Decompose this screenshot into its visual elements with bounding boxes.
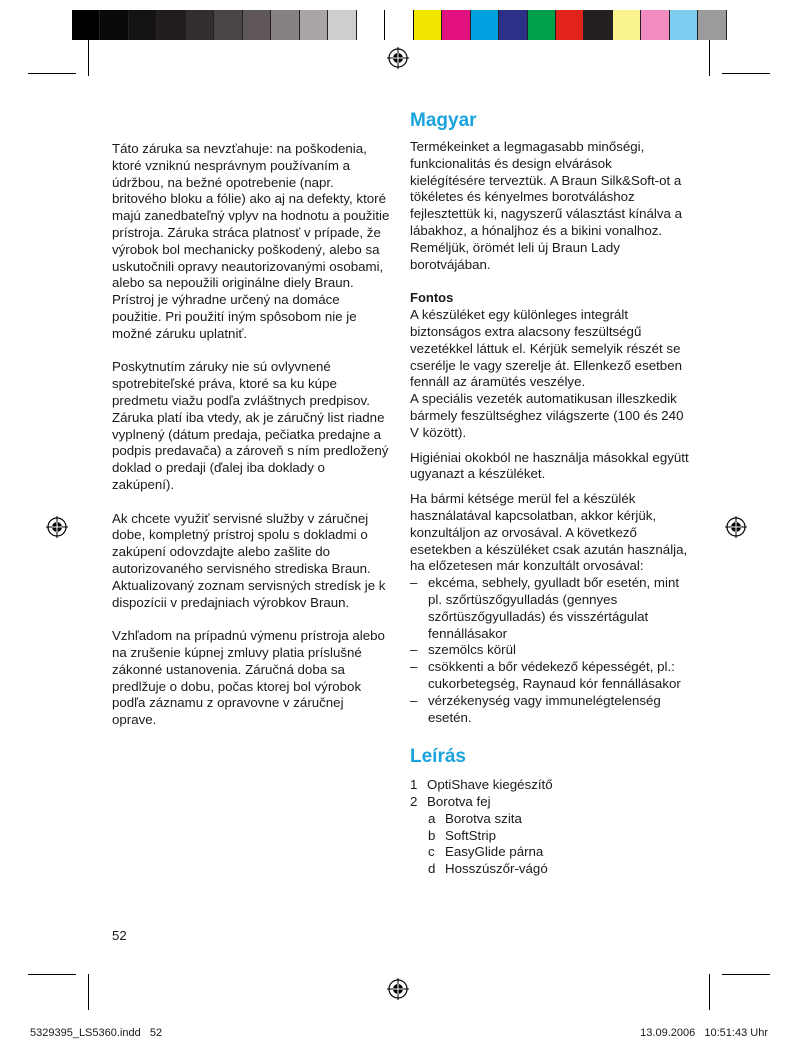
color-swatch [641, 10, 669, 40]
registration-mark-icon [387, 47, 409, 69]
footer-timestamp: 13.09.2006 10:51:43 Uhr [640, 1027, 768, 1039]
crop-mark [722, 73, 770, 74]
list-item: – csökkenti a bőr védekező képességét, pl.: cukorbetegség, Raynaud kór fennállásakor [410, 659, 681, 691]
consult-doctor-paragraph: Ha bármi kétsége merül fel a készülék használatával kapcsolatban, akkor kérjük, konzultáljon az orvosával. A következő esetekben a készüléket csak azután használja, ha előzetesen már konzultált orvosával: [410, 491, 688, 574]
color-swatch [528, 10, 556, 40]
warranty-exclusions-paragraph: Táto záruka sa nevzťahuje: na poškodenia, ktoré vzniknú nesprávnym používaním a údržbou, na bežné opotrebenie (napr. britového bloku a fólie) ako aj na defekty, ktoré majú zanedbateľný vplyv na hodnotu a použitie prístroja. Záruka stráca platnosť v prípade, že výrobok bol mechanicky poškodený, alebo sa uskutočnili opravy neautorizovanými osobami, alebo sa nepoužili originálne diely Braun. Prístroj je výhradne určený na domáce použitie. Pri použití iným spôsobom nie je možné záruku uplatniť. [112, 141, 390, 341]
hygiene-paragraph: Higiéniai okokból ne használja másokkal együtt ugyanazt a készüléket. [410, 449, 689, 482]
registration-mark-icon [46, 516, 68, 538]
important-paragraph-2: A speciális vezeték automatikusan illeszkedik bármely feszültséghez világszerte (100 és 240 V között). [410, 391, 684, 440]
color-swatch [471, 10, 499, 40]
color-swatch [698, 10, 726, 40]
consumer-rights-paragraph: Poskytnutím záruky nie sú ovlyvnené spotrebiteľské práva, ktoré sa ku kúpe predmetu viažu podľa zvláštnych predpisov. [112, 359, 370, 408]
color-swatch [271, 10, 299, 40]
list-item: – szemölcs körül [410, 642, 516, 658]
dash-marker: – [410, 575, 418, 591]
color-swatch [414, 10, 442, 40]
registration-mark-icon [387, 978, 409, 1000]
list-item: 1 OptiShave kiegészítő [410, 777, 553, 793]
important-heading: Fontos [410, 290, 454, 306]
color-swatch [670, 10, 698, 40]
crop-mark [88, 40, 89, 76]
list-item: a Borotva szita [428, 810, 522, 826]
color-swatch [214, 10, 242, 40]
crop-mark [722, 974, 770, 975]
crop-mark [28, 73, 76, 74]
crop-mark [88, 974, 89, 1010]
color-swatch [357, 10, 385, 40]
color-calibration-bar [72, 10, 727, 40]
dash-marker: – [410, 659, 418, 675]
parts-list [410, 777, 690, 878]
list-item: d Hosszúszőr-vágó [428, 861, 548, 877]
crop-mark [709, 974, 710, 1010]
color-swatch [584, 10, 612, 40]
dash-marker: – [410, 642, 418, 658]
intro-paragraph: Termékeinket a legmagasabb minőségi, funkcionalitás és design elvárások kielégítésére terveztük. A Braun Silk&Soft-ot a tökéletes és kényelmes borotváláshoz fejlesztettük ki, nagyszerű választást kínálva a lábakhoz, a hónaljhoz és a bikini vonalhoz. Reméljük, örömét leli új Braun Lady borotvájában. [410, 139, 682, 272]
color-swatch [157, 10, 185, 40]
color-swatch [300, 10, 328, 40]
color-swatch [72, 10, 100, 40]
right-column [410, 110, 690, 878]
color-swatch [100, 10, 128, 40]
left-column [112, 141, 390, 729]
list-item: – ekcéma, sebhely, gyulladt bőr esetén, mint pl. szőrtüszőgyulladás (gennyes szőrtüszőgyulladás) és visszértágulat fennállásakor [410, 575, 680, 641]
page-number: 52 [112, 928, 127, 943]
dash-marker: – [410, 692, 418, 708]
color-swatch [186, 10, 214, 40]
crop-mark [28, 974, 76, 975]
list-item: 2 Borotva fej [410, 794, 491, 810]
service-paragraph: Ak chcete využiť servisné služby v záručnej dobe, kompletný prístroj spolu s dokladmi o zakúpení odovzdajte alebo zašlite do autorizovaného servisného strediska Braun. Aktualizovaný zoznam servisných stredísk je k dispozícii v predajniach výrobkov Braun. [112, 510, 386, 610]
color-swatch [613, 10, 641, 40]
list-item: b SoftStrip [428, 827, 496, 843]
color-swatch [243, 10, 271, 40]
list-item: – vérzékenység vagy immunelégtelenség esetén. [410, 692, 661, 725]
color-swatch [442, 10, 470, 40]
important-paragraph-1: A készüléket egy különleges integrált biztonságos extra alacsony feszültségű vezetékkel láttuk el. Kérjük semelyik részét se cserélje le vagy szerelje át. Ellenkező esetben fennáll az áramütés veszélye. [410, 307, 682, 390]
warranty-validity-paragraph: Záruka platí iba vtedy, ak je záručný list riadne vyplnený (dátum predaja, pečiatka predajne a podpis predavača) a zároveň s ním predložený doklad o predaji (ďalej iba doklady o zakúpení). [112, 409, 389, 492]
color-swatch [556, 10, 584, 40]
registration-mark-icon [725, 516, 747, 538]
color-swatch [385, 10, 413, 40]
section-heading-magyar: Magyar [410, 110, 477, 131]
color-swatch [499, 10, 527, 40]
color-swatch [328, 10, 356, 40]
color-swatch [129, 10, 157, 40]
footer-filename: 5329395_LS5360.indd 52 [30, 1027, 163, 1039]
replacement-paragraph: Vzhľadom na prípadnú výmenu prístroja alebo na zrušenie kúpnej zmluvy platia príslušné zákonné ustanovenia. Záručná doba sa predlžuje o dobu, počas ktorej bol výrobok podľa záznamu z opravovne v záručnej oprave. [112, 628, 385, 728]
section-heading-leiras: Leírás [410, 746, 466, 768]
crop-mark [709, 40, 710, 76]
list-item: c EasyGlide párna [428, 844, 544, 860]
